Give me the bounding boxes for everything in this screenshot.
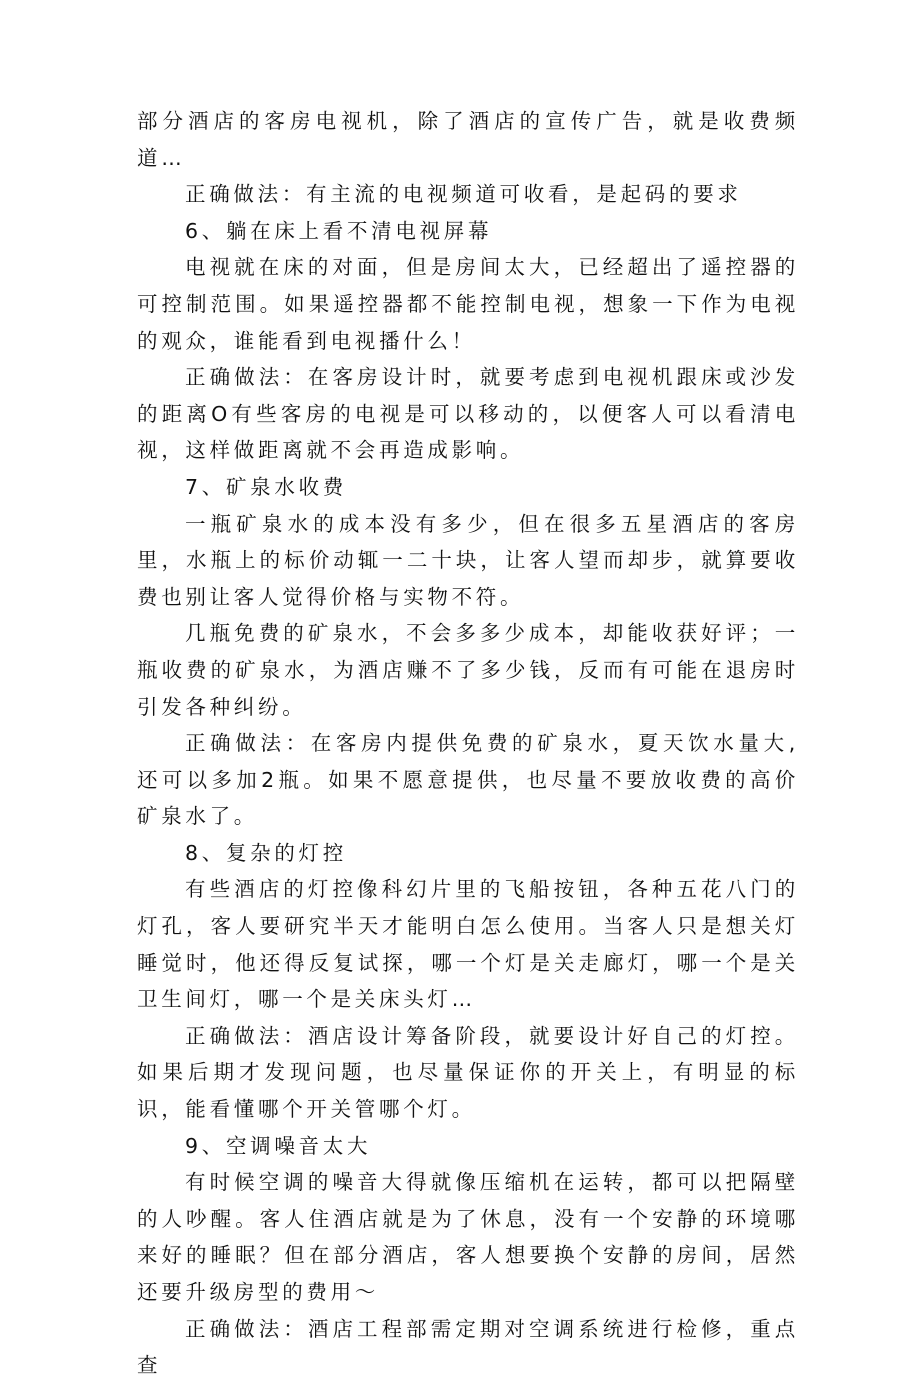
heading-item-6: 6、躺在床上看不清电视屏幕 bbox=[185, 218, 493, 243]
heading-item-8: 8、复杂的灯控 bbox=[185, 840, 347, 865]
paragraph-water-solution: 正确做法：在客房内提供免费的矿泉水，夏天饮水量大,还可以多加2瓶。如果不愿意提供，也尽量不要放收费的高价矿泉水了。 bbox=[137, 731, 799, 829]
heading-item-9: 9、空调噪音太大 bbox=[185, 1133, 372, 1158]
paragraph-tv-distance: 电视就在床的对面，但是房间太大，已经超出了遥控器的可控制范围。如果遥控器都不能控制电视，想象一下作为电视的观众，谁能看到电视播什么！ bbox=[137, 255, 799, 353]
document-page bbox=[137, 103, 799, 1384]
paragraph-light-solution: 正确做法：酒店设计筹备阶段，就要设计好自己的灯控。如果后期才发现问题，也尽量保证你的开关上，有明显的标识，能看懂哪个开关管哪个灯。 bbox=[137, 1023, 799, 1122]
paragraph-water-free: 几瓶免费的矿泉水，不会多多少成本，却能收获好评；一瓶收费的矿泉水，为酒店赚不了多少钱，反而有可能在退房时引发各种纠纷。 bbox=[137, 621, 799, 719]
paragraph-tv-ads: 部分酒店的客房电视机，除了酒店的宣传广告，就是收费频道… bbox=[137, 109, 799, 170]
paragraph-ac-solution: 正确做法：酒店工程部需定期对空调系统进行检修，重点查 bbox=[137, 1316, 799, 1378]
heading-item-7: 7、矿泉水收费 bbox=[185, 474, 347, 499]
paragraph-light-control: 有些酒店的灯控像科幻片里的飞船按钮，各种五花八门的灯孔，客人要研究半天才能明白怎么使用。当客人只是想关灯睡觉时，他还得反复试探，哪一个灯是关走廊灯，哪一个是关卫生间灯，哪一个是关床头灯… bbox=[137, 877, 799, 1012]
paragraph-water-cost: 一瓶矿泉水的成本没有多少，但在很多五星酒店的客房里，水瓶上的标价动辄一二十块，让客人望而却步，就算要收费也别让客人觉得价格与实物不符。 bbox=[137, 511, 799, 609]
paragraph-tv-solution: 正确做法：有主流的电视频道可收看，是起码的要求 bbox=[185, 182, 742, 207]
paragraph-tv-distance-solution: 正确做法：在客房设计时，就要考虑到电视机跟床或沙发的距离O有些客房的电视是可以移动的，以便客人可以看清电视，这样做距离就不会再造成影响。 bbox=[137, 365, 799, 463]
paragraph-ac-noise: 有时候空调的噪音大得就像压缩机在运转，都可以把隔壁的人吵醒。客人住酒店就是为了休息，没有一个安静的环境哪来好的睡眠？但在部分酒店，客人想要换个安静的房间，居然还要升级房型的费用〜 bbox=[137, 1170, 799, 1304]
